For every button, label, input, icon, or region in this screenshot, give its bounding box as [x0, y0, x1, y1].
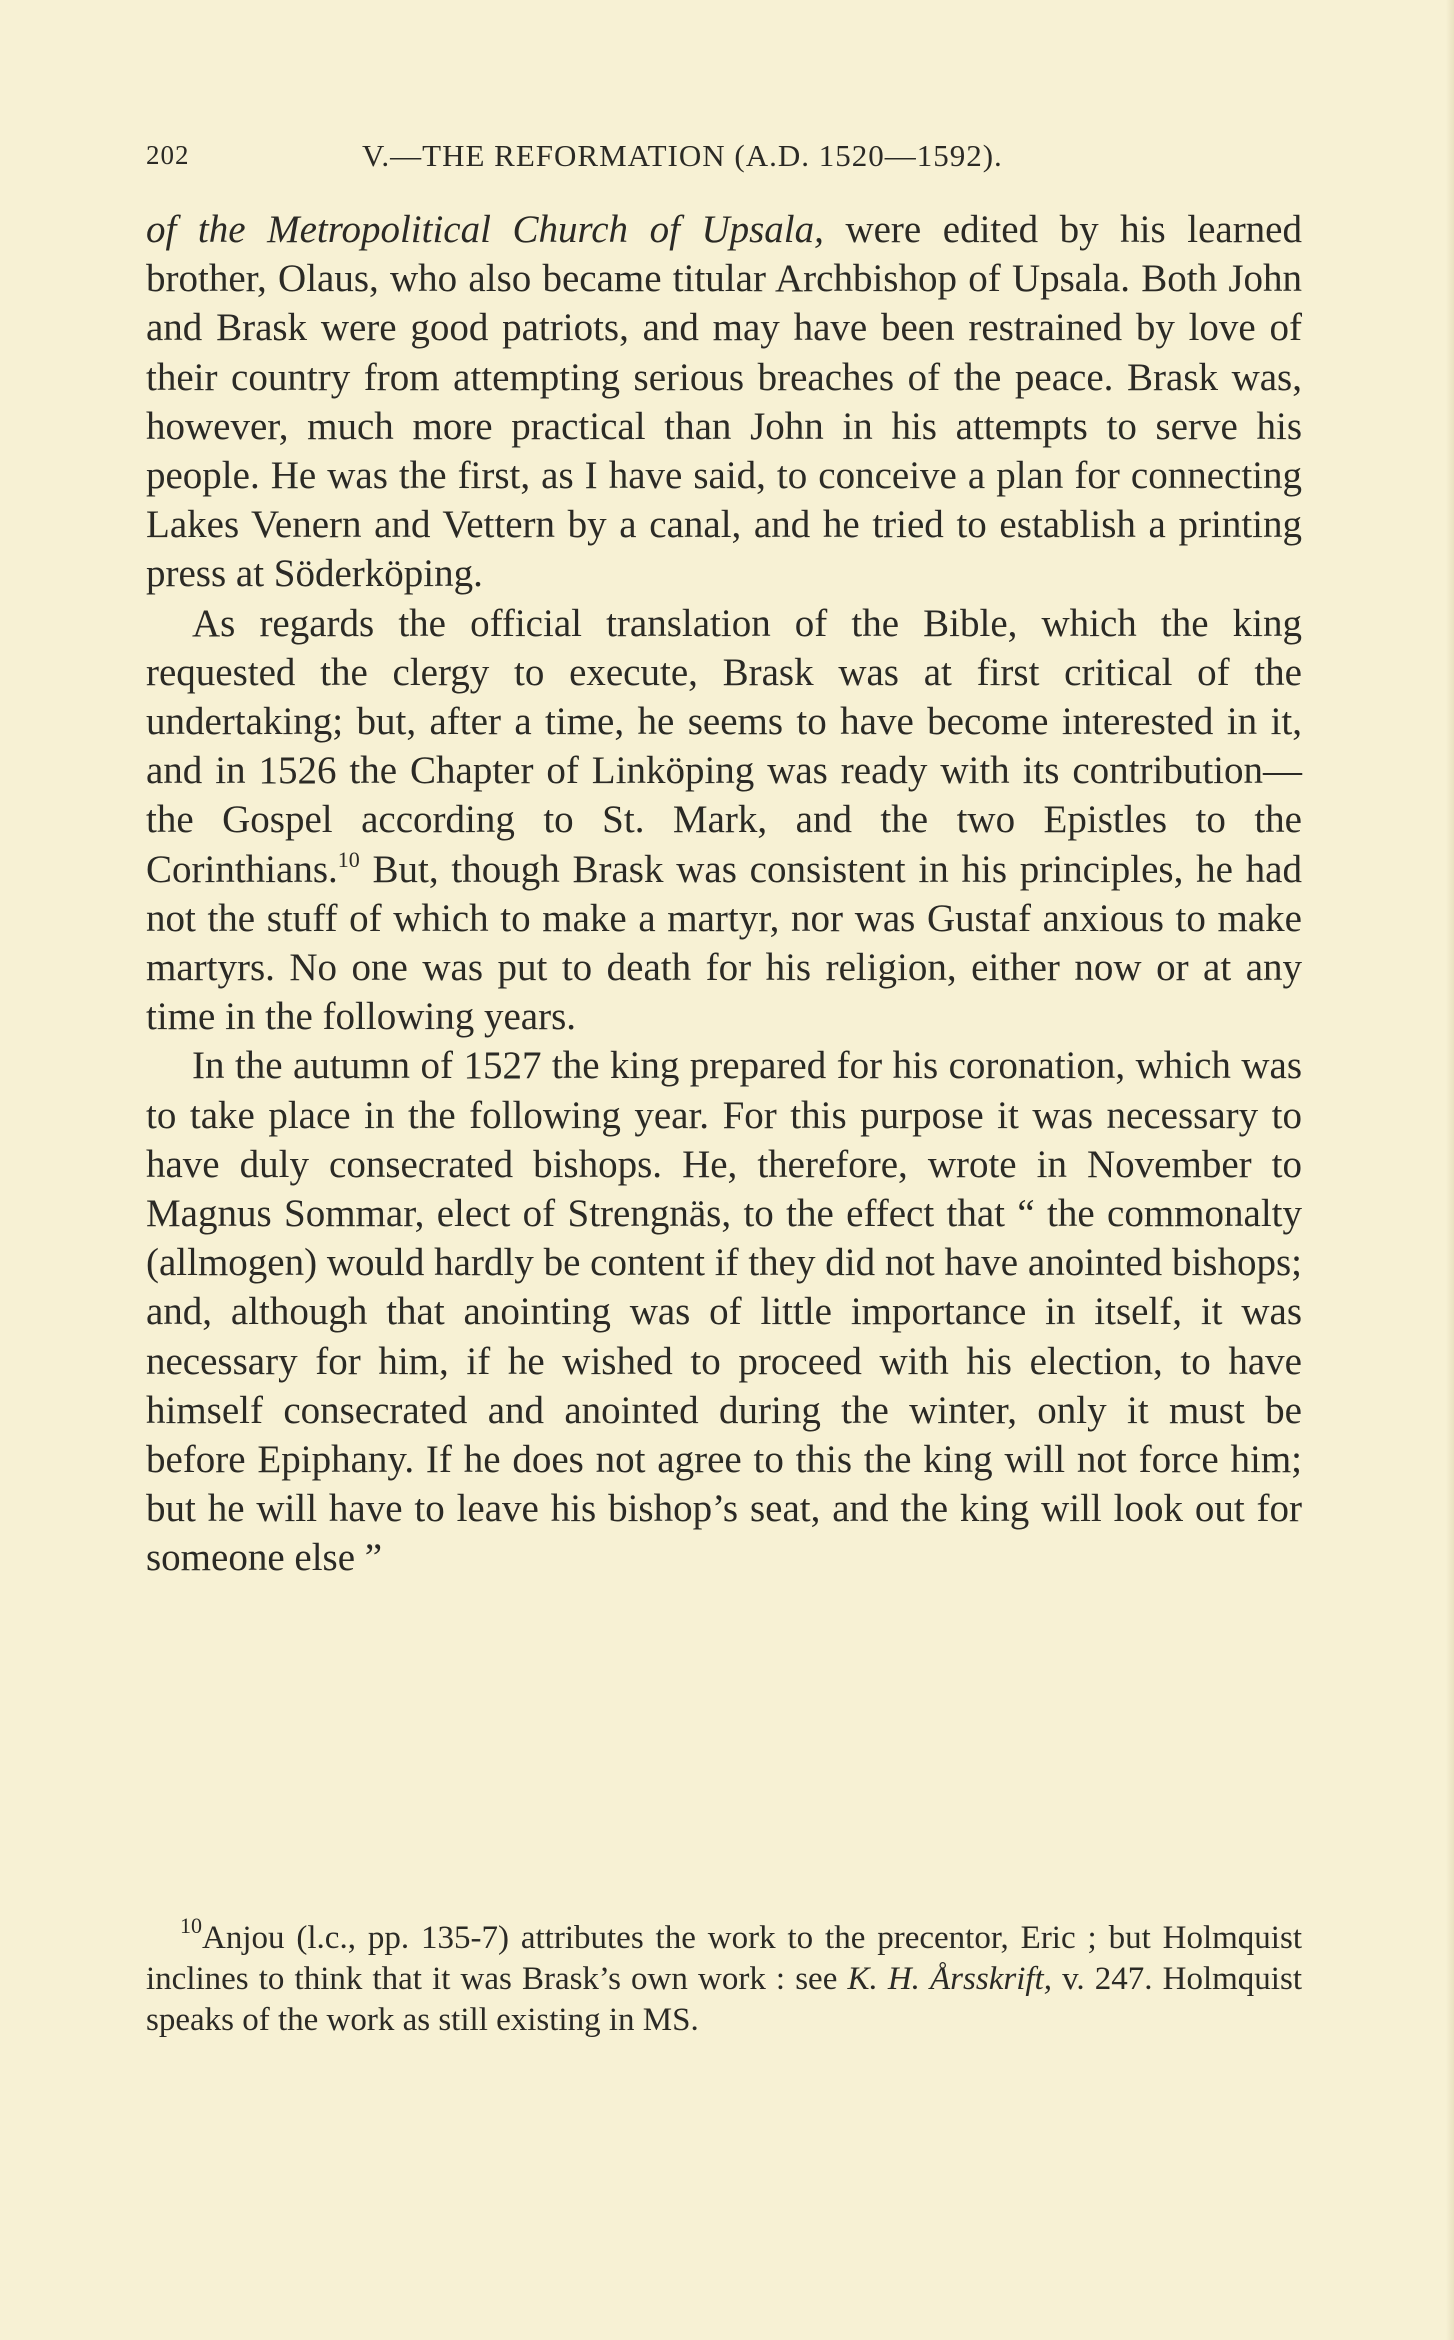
footnote-text-b: v. 247. Holmquist speaks of the work as still existing in MS.	[146, 1961, 1302, 2038]
footnote-text-a: Anjou (l.c., pp. 135-7) attributes the work to the precentor, Eric ; but Holmquist inclines to think that it was Brask’s own work : see	[146, 1920, 1302, 1997]
paragraph-1-text: were edited by his learned brother, Olaus, who also became titular Archbishop of Upsala. Both John and Brask were good patriots, and may have been restrained by love of their country from attempting serious breaches of the peace. Brask was, however, much more practical than John in his attempts to serve his people. He was the first, as I have said, to conceive a plan for connecting Lakes Venern and Vettern by a canal, and he tried to establish a printing press at Söderköping.	[146, 208, 1302, 596]
running-head	[146, 132, 1302, 182]
page-edge	[1446, 0, 1454, 2340]
footnote: $^{10}$Anjou (l.c., pp. 135-7) attributes the work to the precentor, Eric ; but Holmquist inclines to think that it was Brask’s own work : see K. H. Årsskrift, v. 247. Holmquist speaks of the work as still existing in MS.	[146, 1913, 1302, 2038]
paragraph-3	[146, 1041, 1302, 1582]
paragraph-1	[146, 205, 1302, 599]
paragraph-2	[146, 599, 1302, 1042]
body-text	[146, 205, 1302, 1583]
paragraph-2-text-b: But, though Brask was consistent in his principles, he had not the stuff of which to make a martyr, nor was Gustaf anxious to make martyrs. No one was put to death for his religion, either now or at any time in the following years.	[146, 847, 1302, 1039]
footnote-reference[interactable]: 10	[337, 846, 360, 872]
paragraph-2-text-a: As regards the official translation of the Bible, which the king requested the clergy to execute, Brask was at first critical of the undertaking; but, after a time, he seems to have become interested in it, and in 1526 the Chapter of Linköping was ready with its contribution—the Gospel according to St. Mark, and the two Epistles to the Corinthians.	[146, 601, 1302, 891]
italic-title: of the Metropolitical Church of Upsala,	[146, 208, 824, 251]
page-header-title: V.—THE REFORMATION (A.D. 1520—1592).	[362, 138, 1003, 173]
paragraph-3-text: In the autumn of 1527 the king prepared for his coronation, which was to take place in the following year. For this purpose it was necessary to have duly consecrated bishops. He, therefore, wrote in November to Magnus Sommar, elect of Strengnäs, to the effect that “ the commonalty (allmogen) would hardly be content if they did not have anointed bishops; and, although that anointing was of little importance in itself, it was necessary for him, if he wished to proceed with his election, to have himself consecrated and anointed during the winter, only it must be before Epiphany. If he does not agree to this the king will not force him; but he will have to leave his bishop’s seat, and the king will look out for someone else ”	[146, 1044, 1302, 1580]
footnote-italic-source: K. H. Årsskrift,	[847, 1961, 1052, 1997]
page-number: 202	[146, 140, 190, 170]
